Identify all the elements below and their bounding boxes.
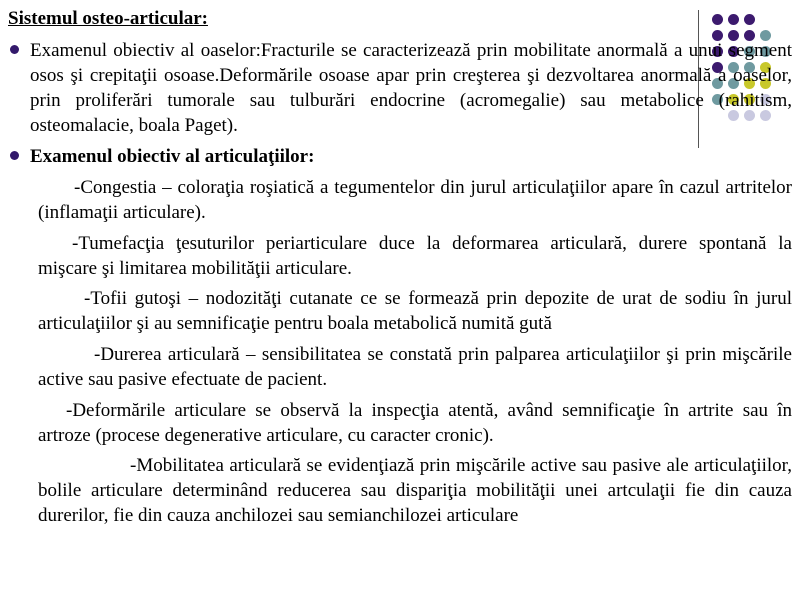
decorative-dot	[712, 14, 723, 25]
paragraph-deformities: -Deformările articulare se observă la inspecţia atentă, având semnificaţie în artrite sau în artroze (procese degenerative articulare, cu caracter cronic).	[38, 400, 792, 446]
paragraph-swelling: -Tumefacţia ţesuturilor periarticulare duce la deformarea articulară, durere spontană la mişcare şi limitarea mobilităţii articulare.	[38, 233, 792, 279]
bullet-text: Examenul obiectiv al articulaţiilor:	[30, 146, 315, 167]
paragraph-congestion: -Congestia – coloraţia roşiatică a tegumentelor din jurul articulaţiilor apare în cazul artritelor (inflamaţii articulare).	[38, 177, 792, 223]
bullet-text: Examenul obiectiv al oaselor:Fracturile se caracterizează prin mobilitate anormală a unui segment osos şi crepitaţii osoase.Deformările osoase apar prin creşterea şi dezvoltarea anormală a oaselor, prin proliferări tumorale sau tulburări endocrine (acromegalie) sau metabolice (rahitism, osteomalacie, boala Paget).	[30, 40, 792, 136]
paragraph-pain: -Durerea articulară – sensibilitatea se constată prin palparea articulaţiilor şi prin mişcările active sau pasive efectuate de pacient.	[38, 344, 792, 390]
bullet-icon	[8, 38, 30, 54]
decorative-dot	[728, 14, 739, 25]
bullet-icon	[8, 144, 30, 160]
bullet-item-joints	[8, 144, 792, 169]
bullet-item-bones	[8, 38, 792, 138]
paragraph-tophi: -Tofii gutoşi – nodozităţi cutanate ce se formează prin depozite de urat de sodiu în jurul articulaţiilor şi au semnificaţie pentru boala metabolică numită gută	[38, 288, 792, 334]
slide-title: Sistemul osteo-articular:	[8, 8, 208, 29]
paragraph-mobility: -Mobilitatea articulară se evidenţiază prin mişcările active sau pasive ale articulaţiilor, bolile articulare determinând reducerea sau dispariţia mobilităţii unei artculaţii fie din cauza durerilor, fie din cauza anchilozei sau semianchilozei articulare	[38, 455, 792, 526]
decorative-dot	[744, 14, 755, 25]
